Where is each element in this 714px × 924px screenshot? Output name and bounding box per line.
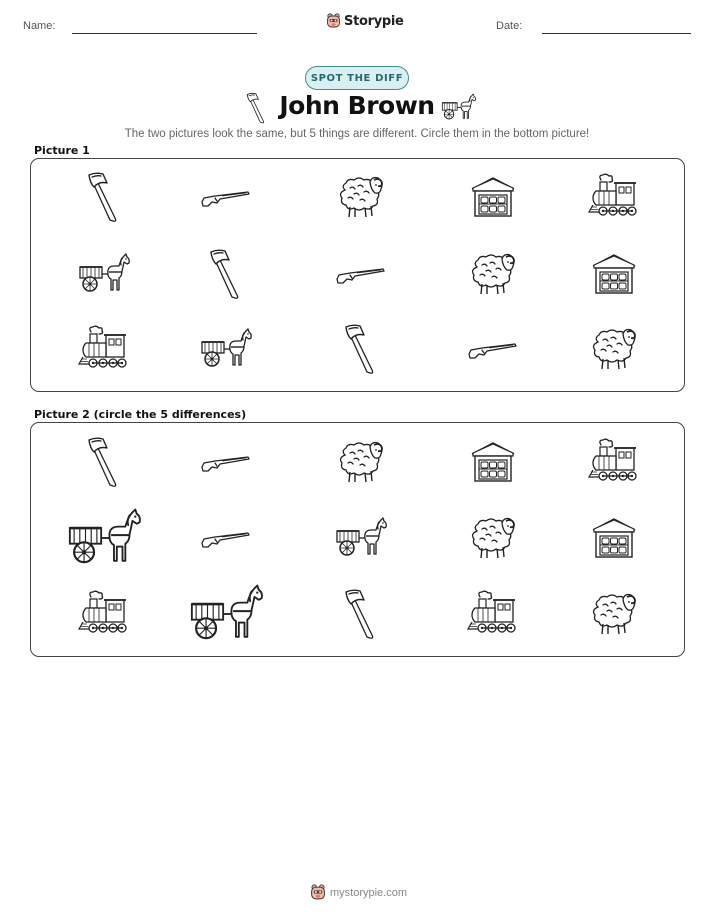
footer-mascot-icon: [310, 884, 326, 901]
axe-icon: [341, 323, 381, 375]
picture-1-cell-3-3: [316, 314, 406, 384]
picture-2-cell-2-2[interactable]: [181, 503, 271, 573]
logo-text: Storypie: [344, 13, 404, 29]
picture-2-cell-1-4[interactable]: [448, 427, 538, 497]
picture-2-cell-3-3[interactable]: [316, 579, 406, 649]
picture-1-cell-2-3: [316, 239, 406, 309]
storehouse-icon: [591, 252, 637, 296]
date-label: Date:: [496, 20, 523, 32]
picture-1-cell-1-2: [181, 162, 271, 232]
train-icon: [78, 591, 130, 637]
sheep-icon: [468, 251, 518, 297]
picture-2-label: Picture 2 (circle the 5 differences): [34, 408, 247, 421]
train-icon: [78, 326, 130, 372]
rifle-icon: [200, 450, 252, 474]
instructions-text: The two pictures look the same, but 5 things are different. Circle them in the bottom picture!: [124, 128, 590, 140]
picture-2-cell-2-4[interactable]: [448, 503, 538, 573]
footer: [310, 884, 407, 901]
picture-1-cell-2-5: [569, 239, 659, 309]
picture-1-cell-3-4: [448, 314, 538, 384]
rifle-icon: [200, 185, 252, 209]
picture-2-cell-2-5[interactable]: [569, 503, 659, 573]
picture-1-cell-3-2: [181, 314, 271, 384]
picture-1-cell-1-3: [316, 162, 406, 232]
storehouse-icon: [470, 440, 516, 484]
picture-2-cell-3-4[interactable]: [448, 579, 538, 649]
rifle-icon: [200, 526, 252, 550]
picture-1-cell-1-4: [448, 162, 538, 232]
name-label: Name:: [23, 20, 56, 32]
horse-cart-icon: [67, 508, 141, 568]
horse-cart-icon: [189, 584, 263, 644]
train-icon: [588, 174, 640, 220]
picture-2-cell-2-3[interactable]: [316, 503, 406, 573]
picture-1-cell-3-5: [569, 314, 659, 384]
sheep-icon: [336, 174, 386, 220]
sheep-icon: [336, 439, 386, 485]
page-title: John Brown: [279, 91, 435, 120]
sheep-icon: [589, 326, 639, 372]
axe-icon: [341, 588, 381, 640]
horse-cart-icon: [335, 517, 387, 559]
picture-2-cell-1-5[interactable]: [569, 427, 659, 497]
picture-2-cell-3-1[interactable]: [59, 579, 149, 649]
picture-1-cell-2-1: [59, 239, 149, 309]
storypie-mascot-icon: [326, 13, 341, 29]
storehouse-icon: [470, 175, 516, 219]
storypie-logo: [326, 13, 404, 29]
axe-icon: [84, 171, 124, 223]
name-blank-line[interactable]: [72, 33, 257, 34]
picture-1-cell-1-1: [59, 162, 149, 232]
axe-icon: [206, 248, 246, 300]
axe-icon: [84, 436, 124, 488]
sheep-icon: [589, 591, 639, 637]
rifle-icon: [335, 262, 387, 286]
picture-1-cell-2-4: [448, 239, 538, 309]
picture-2-cell-3-5[interactable]: [569, 579, 659, 649]
horse-cart-icon: [200, 328, 252, 370]
rifle-icon: [467, 337, 519, 361]
picture-1-cell-1-5: [569, 162, 659, 232]
picture-2-cell-1-1[interactable]: [59, 427, 149, 497]
horse-cart-icon: [78, 253, 130, 295]
picture-2-cell-3-2[interactable]: [181, 579, 271, 649]
storehouse-icon: [591, 516, 637, 560]
picture-2-cell-1-3[interactable]: [316, 427, 406, 497]
train-icon: [467, 591, 519, 637]
spot-the-diff-badge: SPOT THE DIFF: [305, 66, 409, 90]
title-horse-cart-icon: [440, 92, 476, 122]
picture-2-cell-2-1[interactable]: [59, 503, 149, 573]
picture-1-label: Picture 1: [34, 144, 90, 157]
train-icon: [588, 439, 640, 485]
picture-2-cell-1-2[interactable]: [181, 427, 271, 497]
picture-1-cell-2-2: [181, 239, 271, 309]
picture-1-cell-3-1: [59, 314, 149, 384]
date-blank-line[interactable]: [542, 33, 691, 34]
footer-site[interactable]: mystorypie.com: [330, 886, 408, 899]
sheep-icon: [468, 515, 518, 561]
